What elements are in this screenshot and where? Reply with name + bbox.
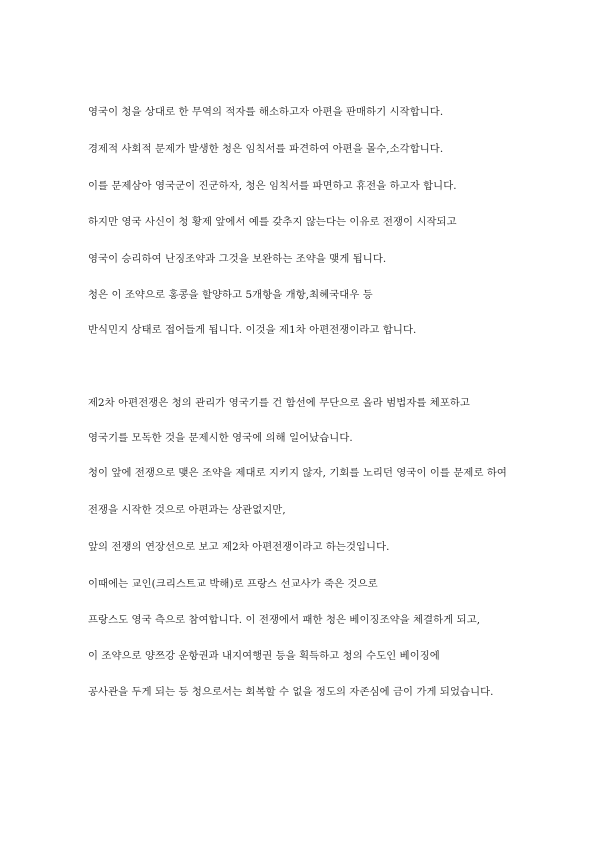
paragraph-2-line-5: 앞의 전쟁의 연장선으로 보고 제2차 아편전쟁이라고 하는것입니다. <box>88 541 390 553</box>
paragraph-2-line-7: 프랑스도 영국 측으로 참여합니다. 이 전쟁에서 패한 청은 베이징조약을 체결하게 되고, <box>88 614 481 626</box>
paragraph-2-line-9: 공사관을 두게 되는 등 청으로서는 회복할 수 없을 정도의 자존심에 금이 가게 되었습니다. <box>88 686 494 698</box>
paragraph-2-line-3: 청이 앞에 전쟁으로 맺은 조약을 제대로 지키지 않자, 기회를 노리던 영국이 이를 문제로 하여 <box>88 467 507 479</box>
paragraph-1-line-5: 영국이 승리하여 난징조약과 그것을 보완하는 조약을 맺게 됩니다. <box>88 253 387 265</box>
paragraph-2-line-1: 제2차 아편전쟁은 청의 관리가 영국기를 건 함선에 무단으로 올라 범법자를 체포하고 <box>88 397 470 409</box>
paragraph-1-line-3: 이를 문제삼아 영국군이 진군하자, 청은 임칙서를 파면하고 휴전을 하고자 합니다. <box>88 180 457 192</box>
paragraph-2-line-8: 이 조약으로 양쯔강 운항권과 내지여행권 등을 획득하고 청의 수도인 베이징에 <box>88 650 440 662</box>
paragraph-1-line-2: 경제적 사회적 문제가 발생한 청은 임칙서를 파견하여 아편을 몰수,소각합니다. <box>88 143 444 155</box>
paragraph-2-line-6: 이때에는 교인(크리스트교 박해)로 프랑스 선교사가 죽은 것으로 <box>88 578 378 590</box>
paragraph-2-line-2: 영국기를 모독한 것을 문제시한 영국에 의해 일어났습니다. <box>88 432 353 444</box>
paragraph-1-line-7: 반식민지 상태로 접어들게 됩니다. 이것을 제1차 아편전쟁이라고 합니다. <box>88 324 417 336</box>
paragraph-2-line-4: 전쟁을 시작한 것으로 아편과는 상관없지만, <box>88 504 286 516</box>
paragraph-1-line-1: 영국이 청을 상대로 한 무역의 적자를 해소하고자 아편을 판매하기 시작합니다. <box>88 106 444 118</box>
paragraph-1-line-6: 청은 이 조약으로 홍콩을 할양하고 5개항을 개항,최혜국대우 등 <box>88 289 373 301</box>
paragraph-1-line-4: 하지만 영국 사신이 청 황제 앞에서 예를 갖추지 않는다는 이유로 전쟁이 시작되고 <box>88 216 457 228</box>
